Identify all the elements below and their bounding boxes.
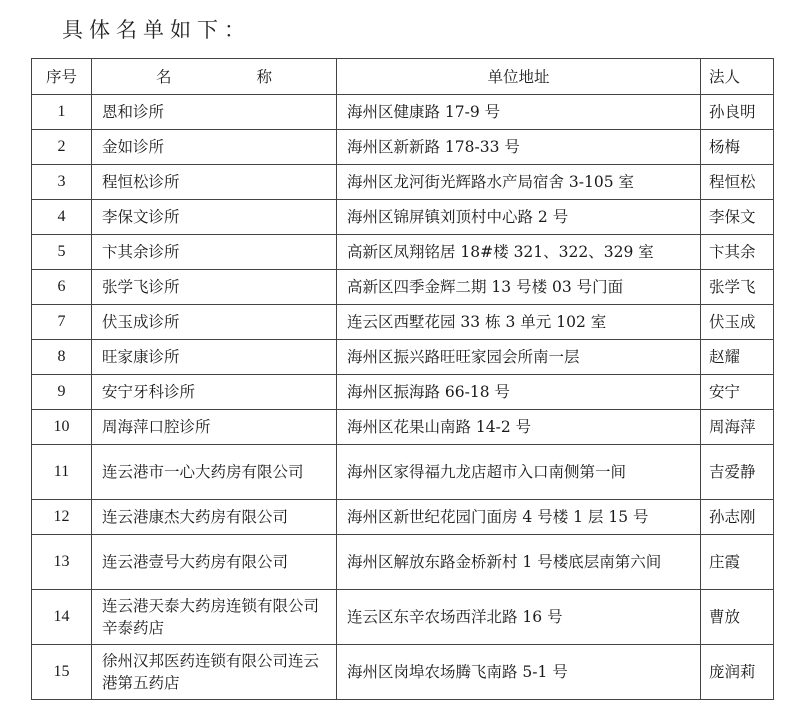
row-legal-person: 曹放 [701,590,774,645]
row-index: 4 [32,200,92,235]
row-name: 李保文诊所 [92,200,337,235]
header-name [92,59,337,95]
row-legal-person: 吉爱静 [701,445,774,500]
table-row [32,200,774,235]
row-index: 11 [32,445,92,500]
row-index: 14 [32,590,92,645]
table-row [32,270,774,305]
row-name: 连云港天泰大药房连锁有限公司辛泰药店 [92,590,337,645]
row-address: 海州区新世纪花园门面房 4 号楼 1 层 15 号 [337,500,701,535]
row-legal-person: 周海萍 [701,410,774,445]
table-row [32,165,774,200]
table-row [32,500,774,535]
header-index: 序号 [32,59,92,95]
row-name: 连云港市一心大药房有限公司 [92,445,337,500]
table-row [32,340,774,375]
row-name: 连云港康杰大药房有限公司 [92,500,337,535]
row-name: 旺家康诊所 [92,340,337,375]
table-header-row [32,59,774,95]
header-address: 单位地址 [337,59,701,95]
row-index: 15 [32,645,92,700]
table-row [32,95,774,130]
row-index: 2 [32,130,92,165]
row-legal-person: 卞其余 [701,235,774,270]
row-name: 周海萍口腔诊所 [92,410,337,445]
row-address: 海州区花果山南路 14-2 号 [337,410,701,445]
row-index: 1 [32,95,92,130]
row-index: 9 [32,375,92,410]
row-name: 金如诊所 [92,130,337,165]
row-address: 海州区振兴路旺旺家园会所南一层 [337,340,701,375]
row-name: 伏玉成诊所 [92,305,337,340]
row-address: 海州区振海路 66-18 号 [337,375,701,410]
header-name-part1: 名 [155,67,172,86]
row-name: 徐州汉邦医药连锁有限公司连云港第五药店 [92,645,337,700]
table-row [32,235,774,270]
row-address: 连云区西墅花园 33 栋 3 单元 102 室 [337,305,701,340]
row-name: 连云港壹号大药房有限公司 [92,535,337,590]
row-index: 3 [32,165,92,200]
row-address: 海州区龙河街光辉路水产局宿舍 3-105 室 [337,165,701,200]
row-index: 13 [32,535,92,590]
intro-text: 具体名单如下： [62,18,251,42]
row-legal-person: 赵耀 [701,340,774,375]
row-legal-person: 孙良明 [701,95,774,130]
table-row [32,305,774,340]
row-index: 10 [32,410,92,445]
row-legal-person: 杨梅 [701,130,774,165]
row-address: 海州区解放东路金桥新村 1 号楼底层南第六间 [337,535,701,590]
row-address: 海州区岗埠农场腾飞南路 5-1 号 [337,645,701,700]
row-legal-person: 李保文 [701,200,774,235]
header-legal-person: 法人 [701,59,774,95]
row-name: 安宁牙科诊所 [92,375,337,410]
row-legal-person: 庞润莉 [701,645,774,700]
clinic-list-table [31,58,774,700]
row-name: 程恒松诊所 [92,165,337,200]
row-name: 卞其余诊所 [92,235,337,270]
table-row [32,645,774,700]
row-address: 高新区凤翔铭居 18#楼 321、322、329 室 [337,235,701,270]
row-name: 张学飞诊所 [92,270,337,305]
row-address: 连云区东辛农场西洋北路 16 号 [337,590,701,645]
table-row [32,375,774,410]
table-row [32,410,774,445]
table-row [32,445,774,500]
row-address: 海州区新新路 178-33 号 [337,130,701,165]
row-legal-person: 安宁 [701,375,774,410]
row-name: 恩和诊所 [92,95,337,130]
row-address: 海州区家得福九龙店超市入口南侧第一间 [337,445,701,500]
row-index: 12 [32,500,92,535]
row-index: 8 [32,340,92,375]
row-legal-person: 庄霞 [701,535,774,590]
row-index: 5 [32,235,92,270]
table-row [32,590,774,645]
row-legal-person: 孙志刚 [701,500,774,535]
row-index: 7 [32,305,92,340]
row-address: 高新区四季金辉二期 13 号楼 03 号门面 [337,270,701,305]
row-legal-person: 伏玉成 [701,305,774,340]
table-row [32,535,774,590]
table-row [32,130,774,165]
row-index: 6 [32,270,92,305]
row-address: 海州区锦屏镇刘顶村中心路 2 号 [337,200,701,235]
row-legal-person: 张学飞 [701,270,774,305]
row-address: 海州区健康路 17-9 号 [337,95,701,130]
row-legal-person: 程恒松 [701,165,774,200]
header-name-part2: 称 [256,67,273,86]
